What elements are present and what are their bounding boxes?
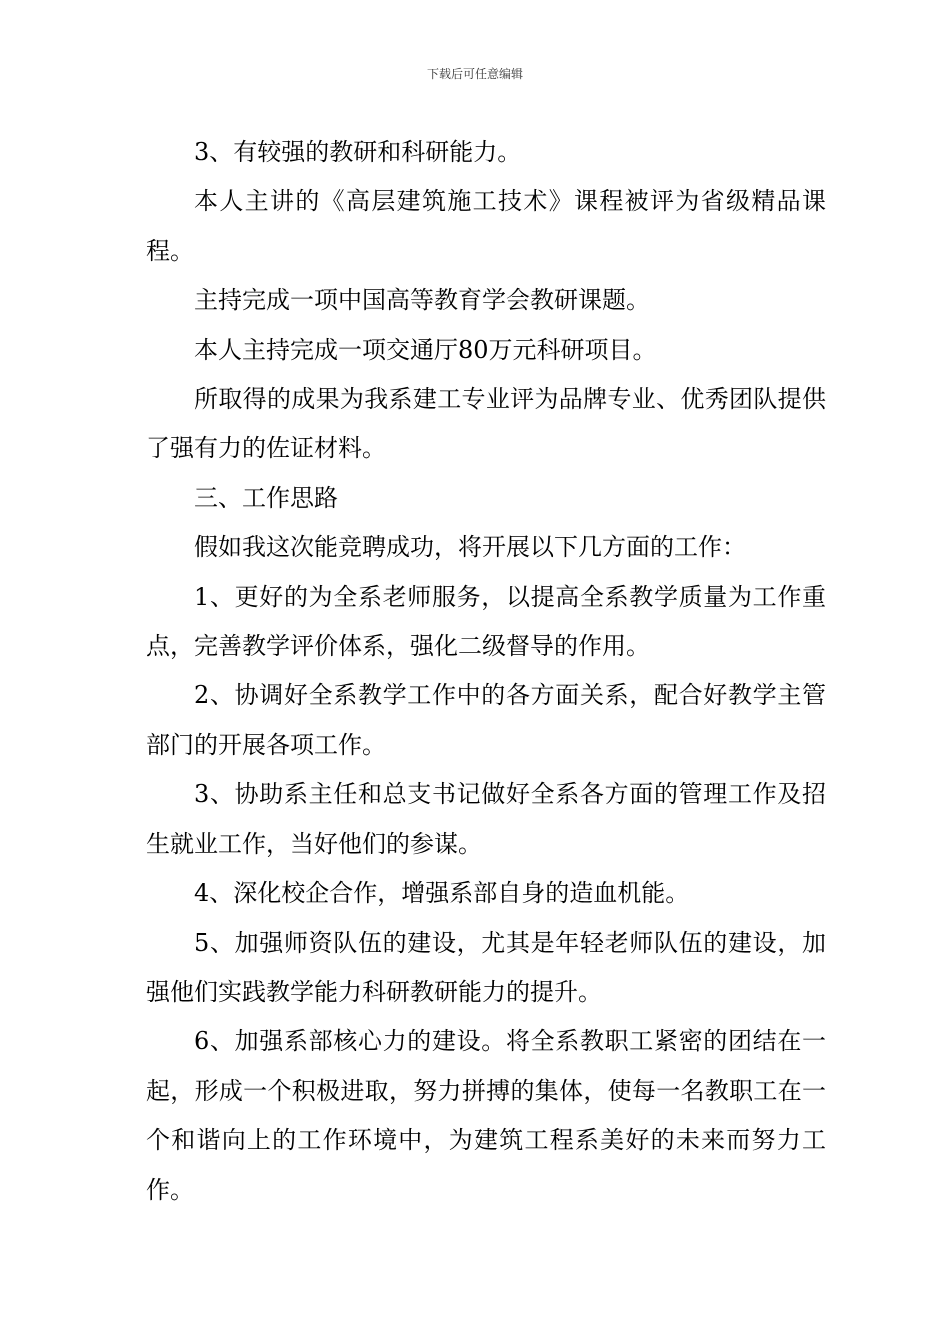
plan-item-3: 3、协助系主任和总支书记做好全系各方面的管理工作及招生就业工作，当好他们的参谋。 bbox=[146, 780, 826, 858]
document-body bbox=[146, 128, 826, 1215]
paragraph-research-ability: 3、有较强的教研和科研能力。 bbox=[194, 138, 522, 166]
plan-item-2: 2、协调好全系教学工作中的各方面关系，配合好教学主管部门的开展各项工作。 bbox=[146, 681, 826, 759]
plan-item-5: 5、加强师资队伍的建设，尤其是年轻老师队伍的建设，加强他们实践教学能力科研教研能力的提升。 bbox=[146, 928, 826, 1006]
plan-item-6: 6、加强系部核心力的建设。将全系教职工紧密的团结在一起，形成一个积极进取，努力拼搏的集体，使每一名教职工在一个和谐向上的工作环境中，为建筑工程系美好的未来而努力工作。 bbox=[146, 1027, 826, 1204]
plan-item-1: 1、更好的为全系老师服务，以提高全系教学质量为工作重点，完善教学评价体系，强化二级督导的作用。 bbox=[146, 582, 826, 661]
paragraph-achievements: 所取得的成果为我系建工专业评为品牌专业、优秀团队提供了强有力的佐证材料。 bbox=[146, 385, 826, 463]
paragraph-transport-research-project: 本人主持完成一项交通厅80万元科研项目。 bbox=[194, 335, 657, 364]
paragraph-plan-intro: 假如我这次能竞聘成功，将开展以下几方面的工作： bbox=[194, 533, 746, 562]
section-heading-work-plan: 三、工作思路 bbox=[194, 483, 338, 512]
plan-item-4: 4、深化校企合作，增强系部自身的造血机能。 bbox=[194, 879, 690, 908]
paragraph-teaching-research-project: 主持完成一项中国高等教育学会教研课题。 bbox=[194, 286, 650, 315]
paragraph-course-award: 本人主讲的《高层建筑施工技术》课程被评为省级精品课程。 bbox=[146, 187, 826, 265]
header-note: 下载后可任意编辑 bbox=[426, 67, 523, 81]
